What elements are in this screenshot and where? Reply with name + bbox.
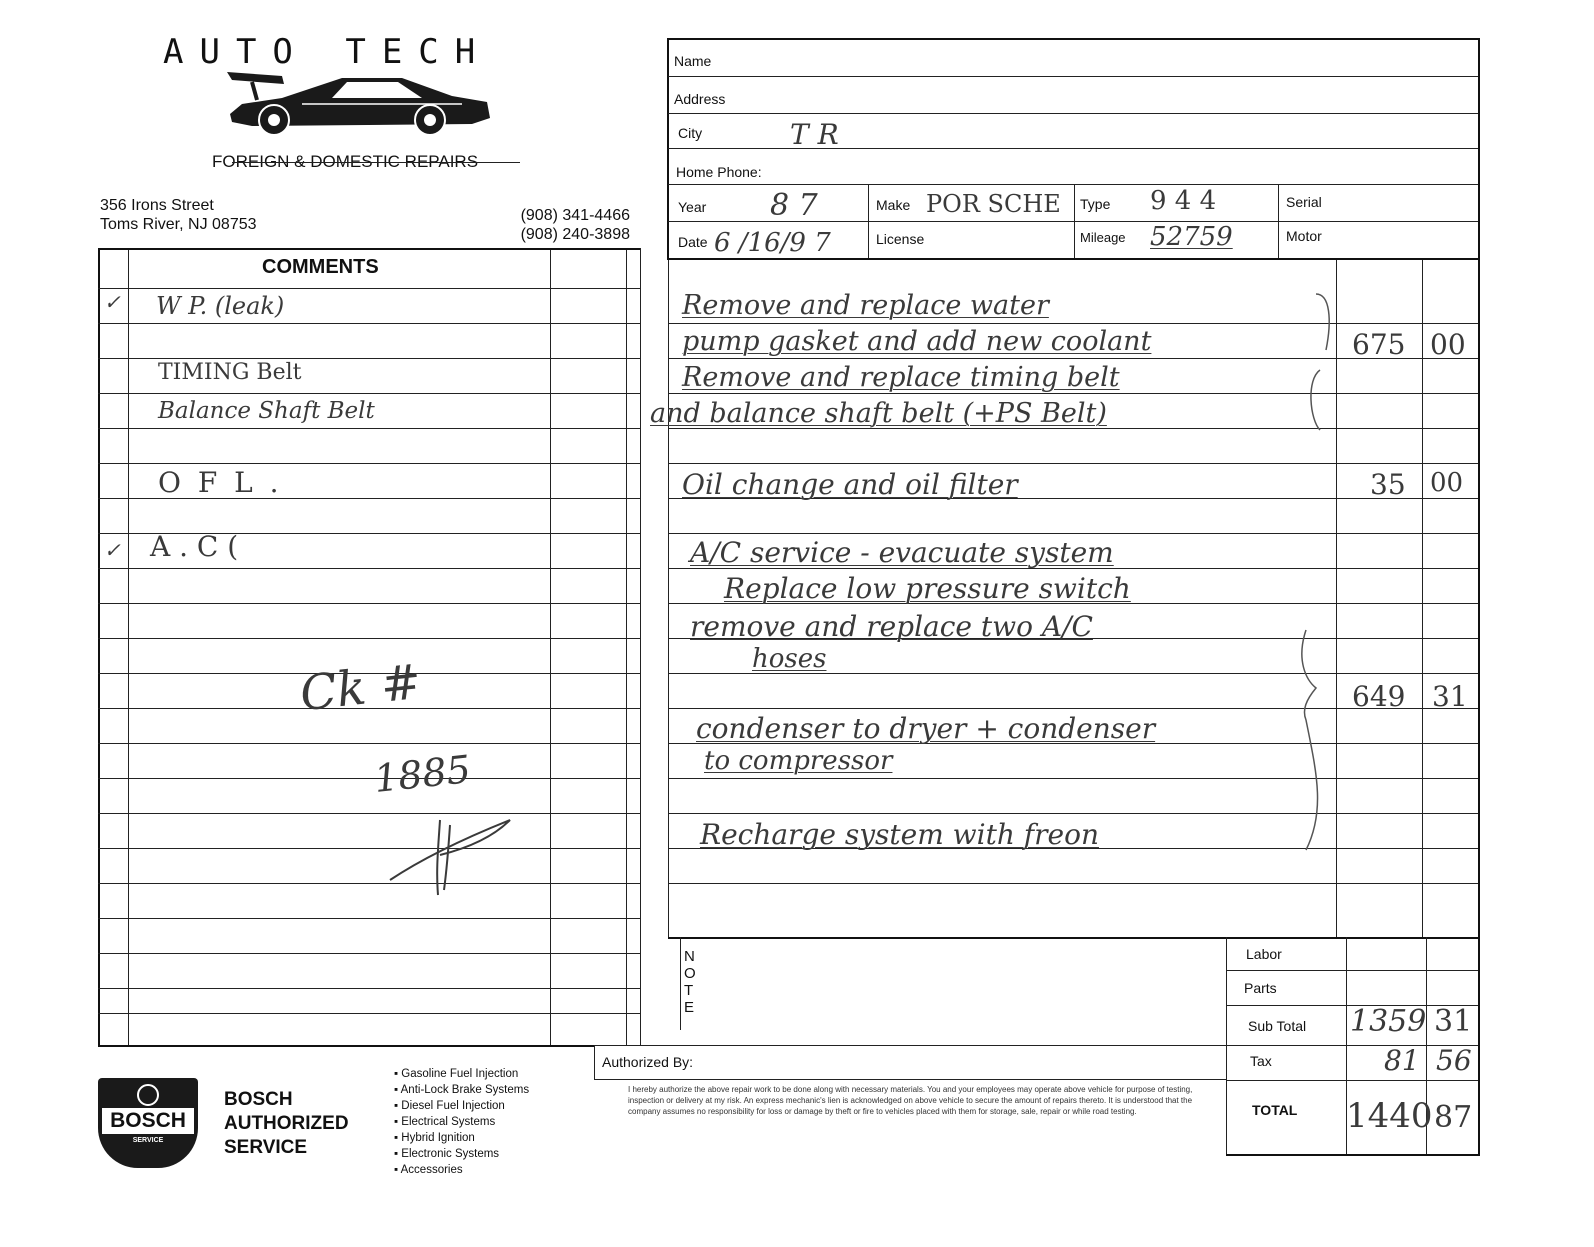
- amount-2-dollars: 35: [1370, 468, 1406, 501]
- name-label: Name: [674, 53, 712, 69]
- subtotal-cents: 31: [1434, 1004, 1473, 1039]
- service-item: ▪ Gasoline Fuel Injection: [394, 1066, 529, 1082]
- amount-3-cents: 31: [1432, 680, 1468, 713]
- comment-item-5: A . C (: [150, 530, 239, 563]
- work-line-3: Remove and replace timing belt: [682, 362, 1120, 393]
- work-line-12: Recharge system with freon: [700, 818, 1099, 851]
- tax-dollars: 81: [1384, 1044, 1420, 1077]
- address-line-2: Toms River, NJ 08753: [100, 216, 257, 233]
- service-item: ▪ Hybrid Ignition: [394, 1130, 529, 1146]
- address-label: Address: [674, 91, 726, 107]
- comment-item-4: O F L .: [158, 466, 283, 499]
- shop-name: AUTO TECH: [163, 32, 492, 72]
- work-line-1: Remove and replace water: [682, 290, 1049, 321]
- type-label: Type: [1080, 196, 1111, 212]
- service-item: ▪ Anti-Lock Brake Systems: [394, 1082, 529, 1098]
- tax-label: Tax: [1250, 1053, 1272, 1069]
- note-letters: NOTE: [684, 948, 696, 1016]
- work-line-5: Oil change and oil filter: [682, 468, 1018, 501]
- comment-item-1: W P. (leak): [156, 292, 285, 320]
- year-label: Year: [678, 199, 707, 215]
- address-line-1: 356 Irons Street: [100, 197, 214, 214]
- shop-address: [100, 196, 257, 234]
- work-line-2: pump gasket and add new coolant: [682, 326, 1152, 357]
- amount-1-cents: 00: [1430, 328, 1466, 361]
- shop-phones: [488, 206, 630, 244]
- amount-1-dollars: 675: [1352, 328, 1406, 361]
- service-item: ▪ Diesel Fuel Injection: [394, 1098, 529, 1114]
- total-label: TOTAL: [1252, 1102, 1298, 1118]
- comment-item-3: Balance Shaft Belt: [158, 398, 375, 424]
- service-item: ▪ Accessories: [394, 1162, 529, 1178]
- service-item: ▪ Electronic Systems: [394, 1146, 529, 1162]
- shop-tagline: FOREIGN & DOMESTIC REPAIRS: [212, 152, 479, 171]
- comment-item-2: TIMING Belt: [158, 360, 302, 385]
- service-item: ▪ Electrical Systems: [394, 1114, 529, 1130]
- motor-label: Motor: [1286, 228, 1322, 244]
- bosch-logo-icon: [98, 1078, 198, 1168]
- bracket-marks-icon: [1296, 290, 1340, 870]
- city-value: T R: [790, 118, 839, 151]
- signature-icon: [380, 800, 530, 900]
- work-line-11: to compressor: [704, 746, 893, 776]
- bosch-logo-text: BOSCH: [102, 1108, 194, 1134]
- make-label: Make: [876, 197, 911, 213]
- car-logo-icon: [222, 68, 494, 142]
- date-value: 6 /16/9 7: [714, 228, 831, 258]
- bosch-authorized-service: [224, 1088, 349, 1160]
- total-cents: 87: [1434, 1100, 1473, 1135]
- authorized-by-label: Authorized By:: [602, 1054, 694, 1070]
- work-line-10: condenser to dryer + condenser: [696, 712, 1156, 745]
- work-line-4: and balance shaft belt (+PS Belt): [650, 398, 1107, 429]
- bosch-line-2: AUTHORIZED: [224, 1113, 349, 1134]
- work-line-7: Replace low pressure switch: [724, 572, 1131, 605]
- serial-label: Serial: [1286, 194, 1322, 210]
- mileage-label: Mileage: [1080, 230, 1126, 245]
- amount-3-dollars: 649: [1352, 680, 1406, 713]
- note-label: [684, 948, 698, 1016]
- tax-cents: 56: [1436, 1044, 1472, 1077]
- license-label: License: [876, 231, 925, 247]
- total-dollars: 1440: [1346, 1096, 1433, 1136]
- year-value: 8 7: [770, 188, 818, 223]
- check-mark-2: ✓: [104, 538, 121, 562]
- work-line-9: hoses: [752, 644, 827, 674]
- work-line-8: remove and replace two A/C: [690, 610, 1093, 643]
- make-value: POR SCHE: [926, 190, 1061, 218]
- bosch-line-3: SERVICE: [224, 1137, 308, 1158]
- subtotal-label: Sub Total: [1248, 1018, 1307, 1034]
- date-label: Date: [678, 234, 708, 250]
- phone-1: (908) 341-4466: [520, 207, 630, 224]
- phone-2: (908) 240-3898: [520, 226, 630, 243]
- bosch-services-list: [394, 1066, 529, 1178]
- bosch-line-1: BOSCH: [224, 1089, 293, 1110]
- comments-header: COMMENTS: [262, 256, 379, 278]
- check-number-label: Ck #: [297, 653, 424, 723]
- city-label: City: [678, 125, 703, 141]
- subtotal-dollars: 1359: [1350, 1004, 1427, 1039]
- amount-2-cents: 00: [1430, 468, 1464, 498]
- mileage-value: 52759: [1150, 222, 1233, 252]
- type-value: 9 4 4: [1150, 186, 1217, 216]
- check-mark-1: ✓: [104, 290, 121, 314]
- tagline-strike: [232, 162, 520, 163]
- parts-label: Parts: [1244, 980, 1277, 996]
- check-number-value: 1885: [371, 747, 473, 801]
- bosch-logo-sub: SERVICE: [132, 1137, 164, 1144]
- work-line-6: A/C service - evacuate system: [690, 536, 1114, 569]
- home-phone-label: Home Phone:: [676, 164, 762, 180]
- authorization-text: I hereby authorize the above repair work to be done along with necessary materials. You and your employees may operate above vehicle for purpose of testing, inspection or delivery at my risk. An express mechanic's lien is acknowledged on above vehicle to secure the amount of repairs thereto. It is understood that the company assumes no responsibility for loss or damage by theft or fire to vehicles placed with them for storage, sale, repair or while road testing.: [628, 1085, 1193, 1116]
- labor-label: Labor: [1246, 946, 1282, 962]
